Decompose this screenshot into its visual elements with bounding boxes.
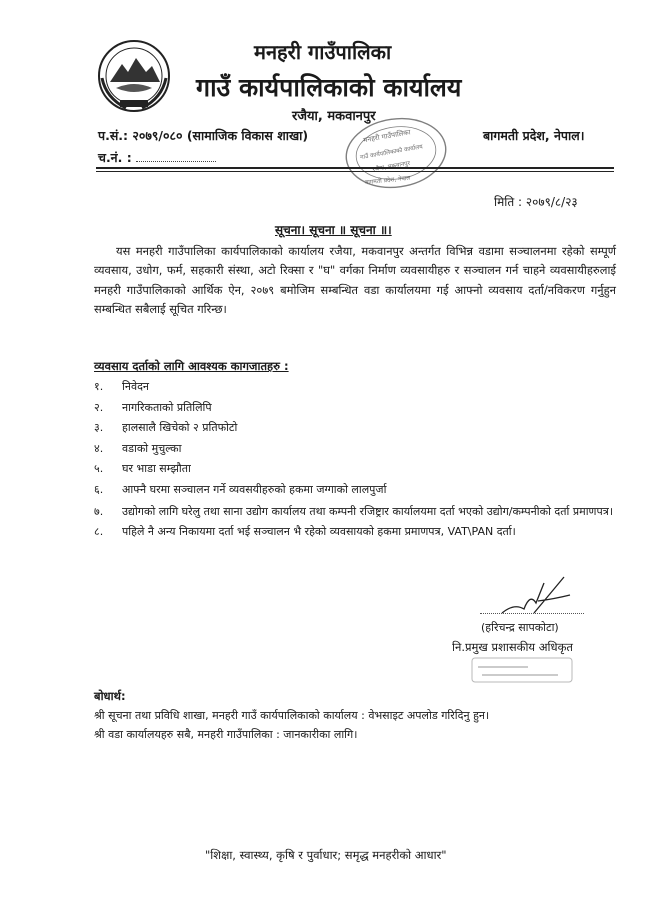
signatory-seal-stamp xyxy=(468,655,578,685)
document-item xyxy=(94,480,624,501)
document-item xyxy=(94,503,624,520)
document-item xyxy=(94,398,624,419)
document-item-text: उद्योगको लागि घरेलु तथा साना उद्योग कार्यालय तथा कम्पनी रजिष्ट्रार कार्यालयमा दर्ता भएको उद्योग/कम्पनीको दर्ता प्रमाणपत्र। xyxy=(122,504,614,518)
documents-heading: व्यवसाय दर्ताको लागि आवश्यक कागजातहरु : xyxy=(94,359,289,373)
document-item-number: १. xyxy=(94,380,104,393)
document-item xyxy=(94,522,624,543)
office-seal-stamp xyxy=(340,113,452,191)
document-item-number: ५. xyxy=(94,462,104,476)
signatory-name: (हरिचन्द्र सापकोटा) xyxy=(481,621,559,634)
document-item-text: आफ्नै घरमा सञ्चालन गर्ने व्यवसयीहरुको हकमा जग्गाको लालपुर्जा xyxy=(122,482,387,496)
signatory-post: नि.प्रमुख प्रशासकीय अधिकृत xyxy=(452,640,573,654)
cc-line: श्री वडा कार्यालयहरु सबै, मनहरी गाउँपालिका : जानकारीका लागि। xyxy=(94,728,358,741)
document-item-text: नागरिकताको प्रतिलिपि xyxy=(122,400,212,414)
municipality-name: मनहरी गाउँपालिका xyxy=(254,40,392,64)
office-name: गाउँ कार्यपालिकाको कार्यालय xyxy=(196,73,462,102)
documents-list xyxy=(94,377,624,542)
reference-number: प.सं.: २०७९/०८० (सामाजिक विकास शाखा) xyxy=(98,128,309,143)
stamp-text-1: मनहरी गाउँपालिका xyxy=(362,128,412,145)
document-item-number: ८. xyxy=(94,524,104,538)
stamp-text-4: बागमती प्रदेश, नेपाल xyxy=(364,174,411,187)
dispatch-number xyxy=(98,149,216,166)
footer-motto: "शिक्षा, स्वास्थ्य, कृषि र पुर्वाधार; समृद्ध मनहरीको आधार" xyxy=(205,848,447,862)
document-item-text: पहिले नै अन्य निकायमा दर्ता भई सञ्चालन भै रहेको व्यवसायको हकमा प्रमाणपत्र, VAT\PAN दर्ता। xyxy=(122,524,516,538)
document-item xyxy=(94,377,624,398)
cc-line: श्री सूचना तथा प्रविधि शाखा, मनहरी गाउँ कार्यपालिकाको कार्यालय : वेभसाइट अपलोड गरिदिनु हुन। xyxy=(94,709,490,722)
header-rule-thick xyxy=(96,167,614,169)
document-item-text: निवेदन xyxy=(122,380,150,393)
cc-title: बोधार्थ: xyxy=(94,689,126,703)
document-item-number: ७. xyxy=(94,504,104,518)
document-item xyxy=(94,439,624,460)
notice-title: सूचना। सूचना ॥ सूचना ॥। xyxy=(275,223,392,237)
document-item-text: वडाको मुचुल्का xyxy=(122,441,182,455)
document-item xyxy=(94,418,624,439)
letter-date: मिति : २०७९/८/२३ xyxy=(494,195,578,209)
document-item-number: २. xyxy=(94,400,104,414)
office-address: रजैया, मकवानपुर xyxy=(292,109,376,124)
document-item-text: हालसालै खिचेको २ प्रतिफोटो xyxy=(122,421,238,435)
nepal-emblem-icon xyxy=(96,38,172,114)
header-rule-thin xyxy=(96,171,614,172)
province: बागमती प्रदेश, नेपाल। xyxy=(483,128,585,143)
document-item-text: घर भाडा सम्झौता xyxy=(122,462,191,476)
document-item-number: ६. xyxy=(94,482,104,496)
document-item-number: ३. xyxy=(94,421,104,435)
dispatch-number-label: च.नं. : xyxy=(98,150,132,165)
stamp-text-3: रजैया, मकवानपुर xyxy=(371,159,411,174)
dispatch-number-blank xyxy=(136,161,216,162)
document-item xyxy=(94,459,624,480)
signature-line xyxy=(480,613,584,614)
document-item-number: ४. xyxy=(94,441,104,455)
stamp-text-2: गाउँ कार्यपालिकाको कार्यालय xyxy=(359,143,424,162)
notice-body: यस मनहरी गाउँपालिका कार्यपालिकाको कार्यालय रजैया, मकवानपुर अन्तर्गत विभिन्न वडामा सञ्चालनमा रहेको सम्पूर्ण व्यवसाय, उधोग, फर्म, सहकारी संस्था, अटो रिक्सा र "घ" वर्गका निर्माण व्यवसायीहरु र सञ्चालन गर्न चाहने व्यवसायीहरुलाई मनहरी गाउँपालिकाको आर्थिक ऐन, २०७९ बमोजिम सम्बन्धित वडा कार्यालयमा गई आफ्नो व्यवसाय दर्ता/नविकरण गर्नुहुन सम्बन्धित सबैलाई सूचित गरिन्छ। xyxy=(94,244,616,317)
